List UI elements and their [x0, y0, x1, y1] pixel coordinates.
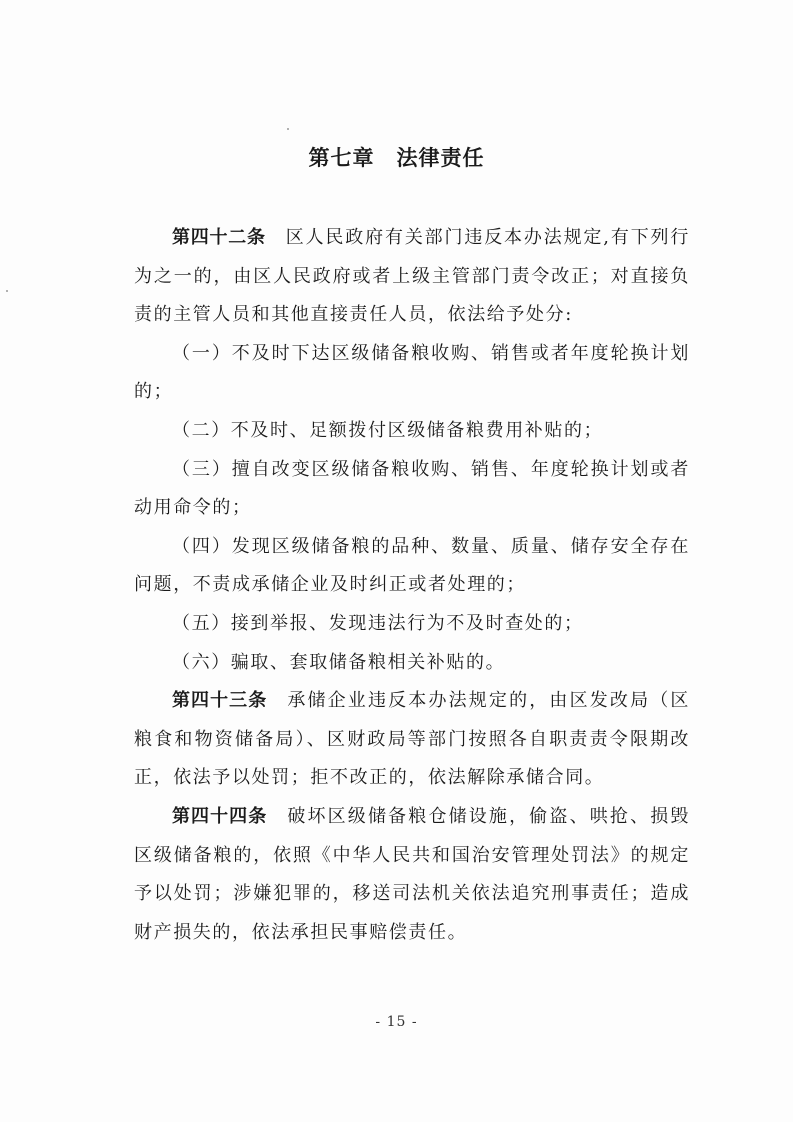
document-body [134, 219, 690, 952]
article-number: 第四十三条 [172, 690, 268, 712]
chapter-title: 法律责任 [396, 146, 485, 170]
article-text: 破坏区级储备粮仓储设施，偷盗、哄抢、损毁区级储备粮的，依照《中华人民共和国治安管理处罚法》的规定予以处罚；涉嫌犯罪的，移送司法机关依法追究刑事责任；造成财产损失的，依法承担民事赔偿责任。 [134, 805, 690, 943]
article-number: 第四十四条 [172, 805, 268, 827]
scan-speck [287, 128, 289, 130]
page-number: - 15 - [375, 1014, 418, 1030]
article-44 [134, 798, 690, 952]
article-number: 第四十二条 [172, 227, 266, 248]
scan-speck [6, 290, 8, 292]
article-42-item-2: （二）不及时、足额拨付区级储备粮费用补贴的； [172, 419, 604, 441]
article-42-item-5: （五）接到举报、发现违法行为不及时查处的； [172, 612, 584, 634]
article-42-item-3: （三）擅自改变区级储备粮收购、销售、年度轮换计划或者动用命令的； [134, 458, 690, 519]
chapter-number: 第七章 [308, 146, 375, 170]
article-42-item-6: （六）骗取、套取储备粮相关补贴的。 [172, 651, 506, 673]
article-text: 区人民政府有关部门违反本办法规定,有下列行为之一的，由区人民政府或者上级主管部门责令改正；对直接负责的主管人员和其他直接责任人员，依法给予处分: [134, 227, 690, 326]
article-42 [134, 219, 690, 335]
article-42-item-1: （一）不及时下达区级储备粮收购、销售或者年度轮换计划的； [134, 342, 690, 403]
chapter-heading [0, 142, 793, 172]
article-text: 承储企业违反本办法规定的，由区发改局（区粮食和物资储备局）、区财政局等部门按照各自职责责令限期改正，依法予以处罚；拒不改正的，依法解除承储合同。 [134, 690, 690, 789]
article-42-item-4: （四）发现区级储备粮的品种、数量、质量、储存安全存在问题，不责成承储企业及时纠正或者处理的； [134, 535, 690, 596]
article-43 [134, 682, 690, 798]
